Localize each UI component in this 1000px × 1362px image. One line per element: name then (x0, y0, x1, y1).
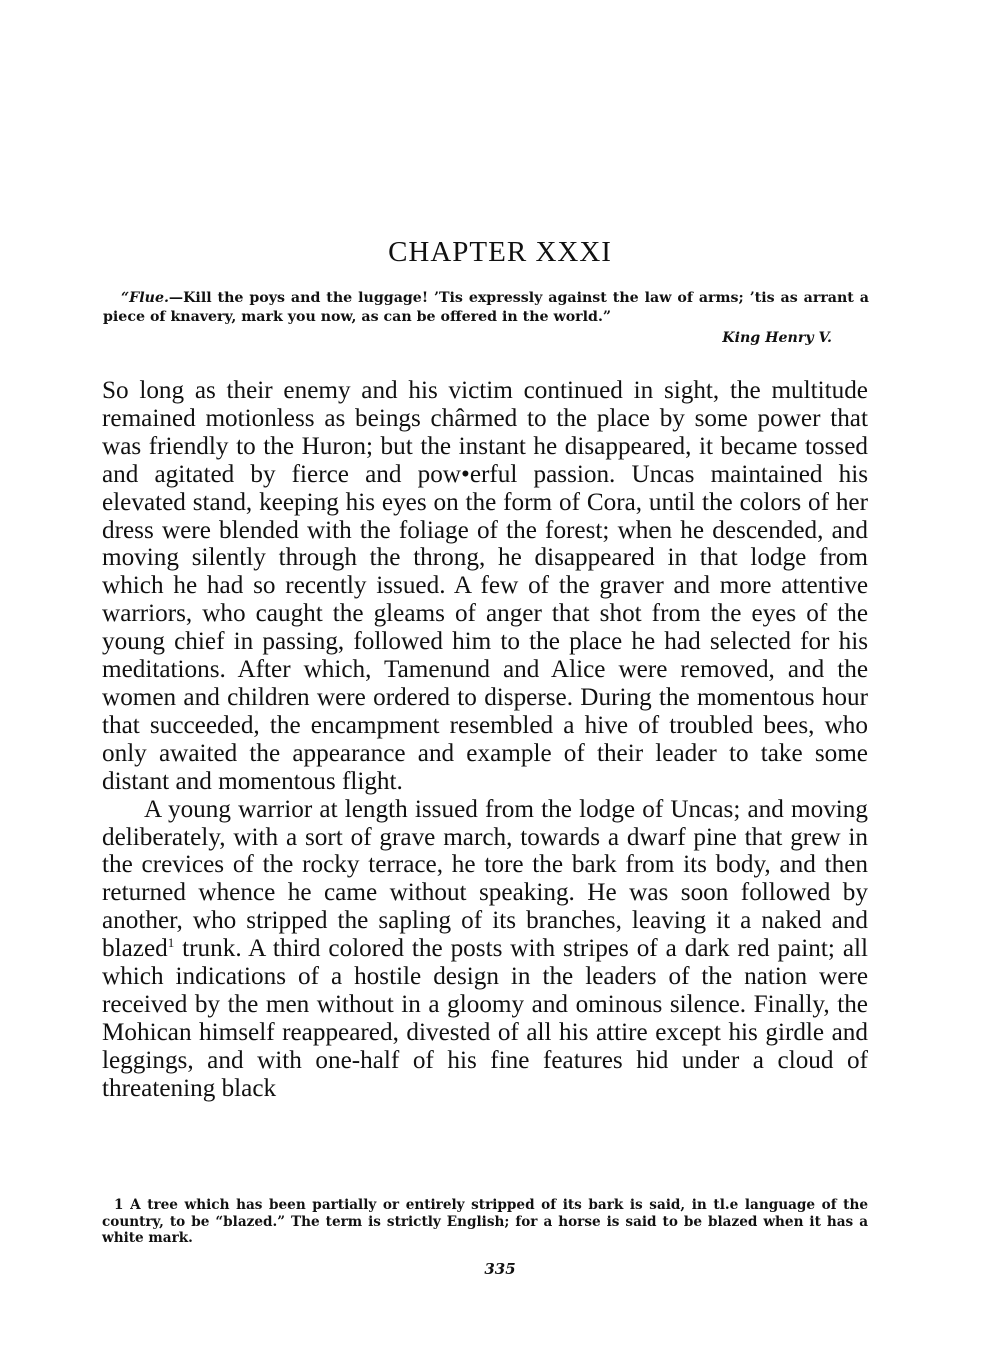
epigraph-speaker: “Flue. (121, 290, 169, 306)
body-text (102, 377, 868, 1103)
footnote-reference: 1 (167, 935, 175, 951)
paragraph-2-part-2: trunk. A third colored the posts with stripes of a dark red paint; all which indications of a hostile design in the leaders of the nation were received by the men without in a gloomy and ominous silence. Finally, the Mohican himself reappeared, divested of all his attire except his girdle and leggings, and with one-half of his fine features hid under a cloud of threatening black (102, 935, 868, 1102)
chapter-title: CHAPTER XXXI (388, 236, 612, 268)
epigraph (103, 289, 869, 327)
epigraph-attribution: King Henry V. (722, 330, 832, 346)
footnote-marker: 1 (114, 1197, 124, 1213)
paragraph-2-part-1: A young warrior at length issued from the lodge of Uncas; and moving deliberately, with a sort of grave march, towards a dwarf pine that grew in the crevices of the rocky terrace, he tore the bark from its body, and then returned whence he came without speaking. He was soon followed by another, who stripped the sapling of its branches, leaving it a naked and blazed (102, 795, 868, 963)
page-number: 335 (484, 1260, 516, 1278)
epigraph-text: —Kill the poys and the luggage! ’Tis expressly against the law of arms; ’tis as arrant a piece of knavery, mark you now, as can be offered in the world.” (103, 290, 869, 325)
paragraph-1: So long as their enemy and his victim continued in sight, the multitude remained motionless as beings chârmed to the place by some power that was friendly to the Huron; but the instant he disappeared, it became tossed and agitated by fierce and pow•erful passion. Uncas maintained his elevated stand, keeping his eyes on the form of Cora, until the colors of her dress were blended with the foliage of the forest; when he descended, and moving silently through the throng, he disappeared in that lodge from which he had so recently issued. A few of the graver and more attentive warriors, who caught the gleams of anger that shot from the eyes of the young chief in passing, followed him to the place he had selected for his meditations. After which, Tamenund and Alice were removed, and the women and children were ordered to disperse. During the momentous hour that succeeded, the encampment resembled a hive of troubled bees, who only awaited the appearance and example of their leader to take some distant and momentous flight. (102, 377, 868, 795)
footnote (102, 1197, 868, 1247)
footnote-text: A tree which has been partially or entirely stripped of its bark is said, in tl.e language of the country, to be “blazed.” The term is strictly English; for a horse is said to be blazed when it has a white mark. (102, 1197, 868, 1246)
paragraph-2 (102, 796, 868, 1103)
